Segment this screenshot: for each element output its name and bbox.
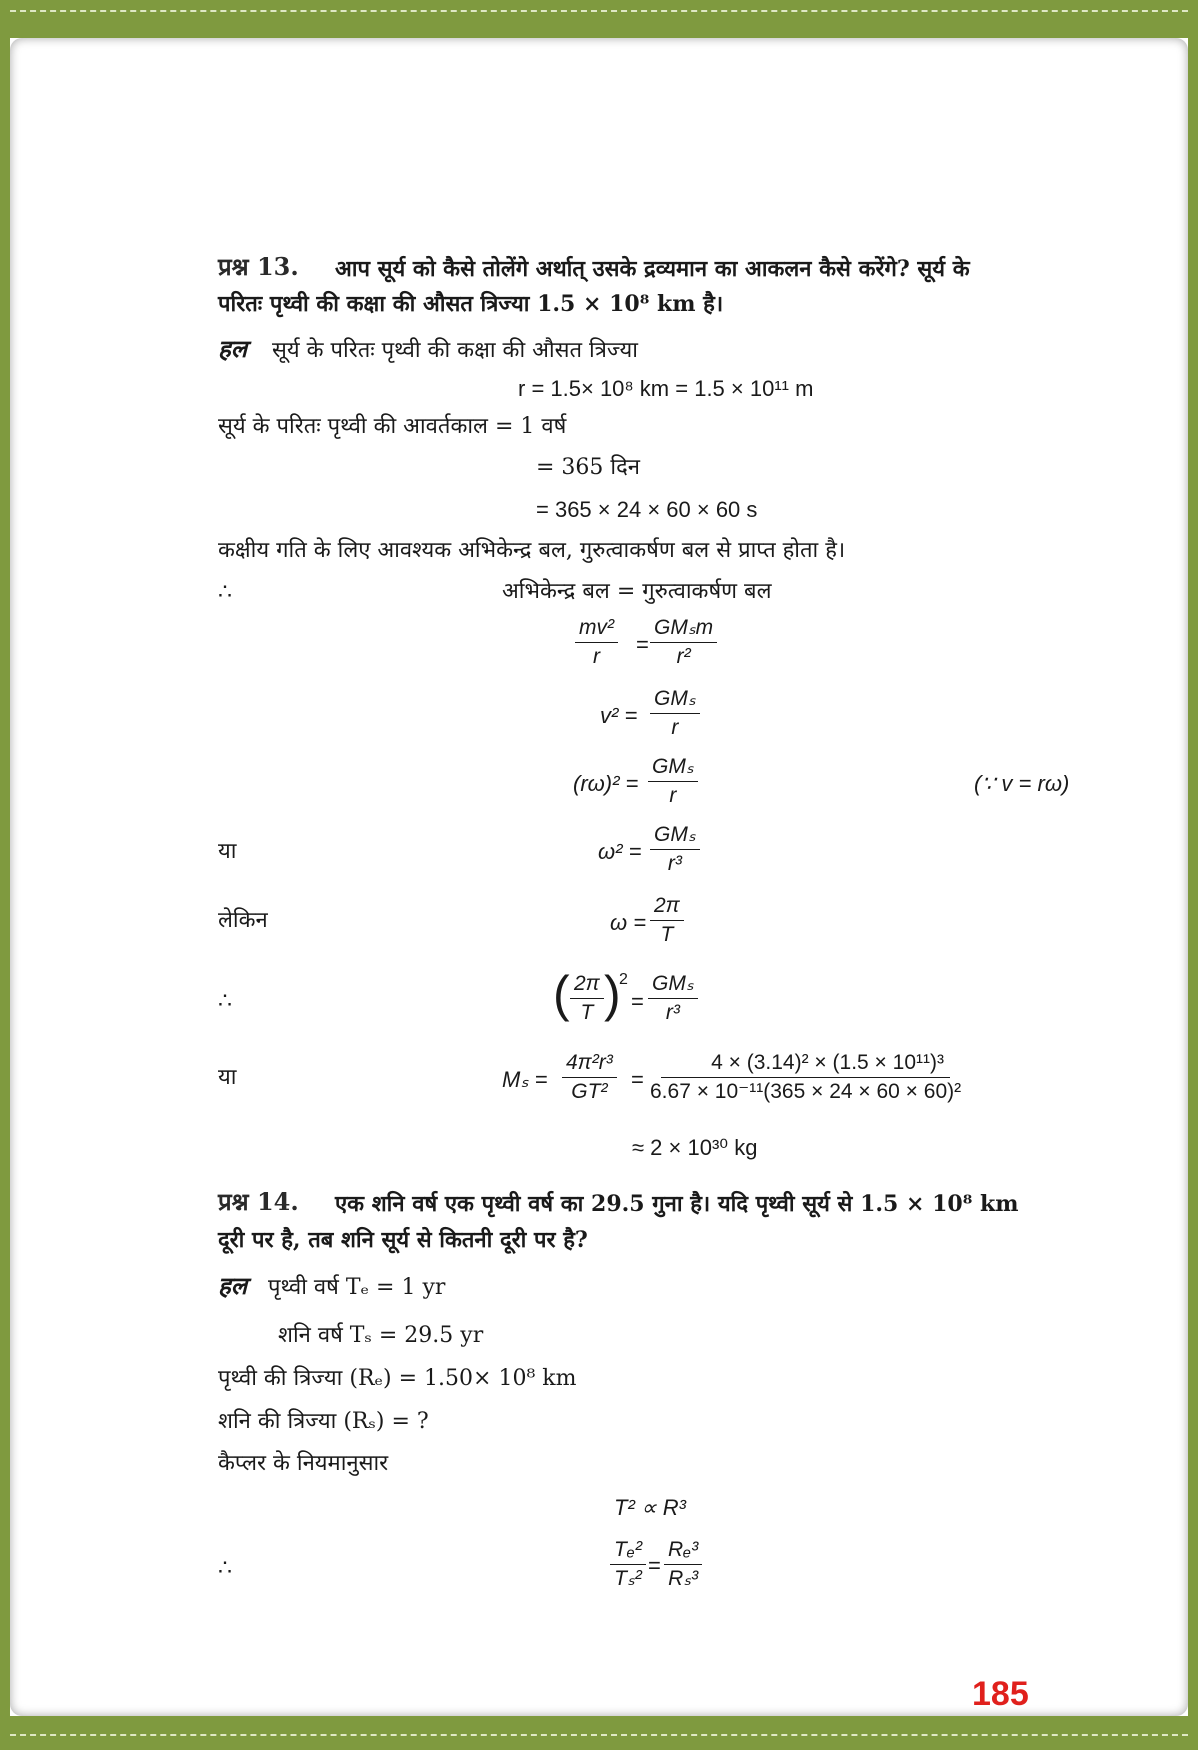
eq6-right-paren: ) [604,966,621,1022]
eq6-left-paren: ( [553,966,570,1022]
eq6-lhs-denominator: T [580,1001,594,1024]
ratio-equals: = [648,1553,661,1578]
therefore-symbol-3: ∴ [218,1555,232,1580]
page-number: 185 [972,1675,1029,1713]
eq1-rhs-numerator: GMₛm [650,614,717,643]
eq3-lhs: (rω)² = [573,771,639,796]
question-14-line-2: दूरी पर है, तब शनि सूर्य से कितनी दूरी पर है? [218,1227,588,1253]
eq7-symbolic-denominator: GT² [571,1080,608,1103]
left-border [0,0,10,1750]
right-border [1188,0,1198,1750]
period-seconds: = 365 × 24 × 60 × 60 s [536,497,758,522]
ratio-rhs-fraction [664,1536,702,1593]
question-13-line-2: परितः पृथ्वी की कक्षा की औसत त्रिज्या 1.5 × 10⁸ km है। [218,291,724,317]
kepler-proportionality: T² ∝ R³ [614,1495,686,1520]
ratio-lhs-fraction [610,1536,646,1593]
lekin-label: लेकिन [218,908,268,933]
eq7-lhs: Mₛ = [502,1067,548,1092]
eq5-fraction [650,892,684,949]
eq3-fraction [648,753,698,810]
eq5-denominator: T [660,923,674,946]
eq1-lhs-numerator: mv² [575,614,618,643]
therefore-symbol-2: ∴ [218,988,232,1013]
eq3-note: (∵ v = rω) [974,771,1070,796]
period-statement: सूर्य के परितः पृथ्वी की आवर्तकाल = 1 वर्ष [218,414,567,439]
solution-13-intro: सूर्य के परितः पृथ्वी की कक्षा की औसत त्रिज्या [272,338,638,363]
eq2-fraction [650,685,700,742]
ratio-rhs-denominator: Rₛ³ [668,1567,699,1590]
saturn-year: शनि वर्ष Tₛ = 29.5 yr [278,1323,484,1348]
eq3-denominator: r [669,784,677,807]
eq6-lhs-fraction [570,970,604,1027]
eq7-symbolic-fraction [562,1049,617,1106]
therefore-symbol: ∴ [218,579,232,604]
bottom-border [0,1716,1198,1750]
eq1-lhs-fraction [575,614,618,671]
eq2-denominator: r [671,716,679,739]
earth-year: पृथ्वी वर्ष Tₑ = 1 yr [268,1275,446,1300]
eq2-lhs: v² = [600,703,638,728]
solution-13-label: हल [218,334,248,363]
question-14-line-1: एक शनि वर्ष एक पृथ्वी वर्ष का 29.5 गुना है। यदि पृथ्वी सूर्य से 1.5 × 10⁸ km [335,1191,1019,1217]
saturn-radius: शनि की त्रिज्या (Rₛ) = ? [218,1409,429,1434]
eq6-rhs-numerator: GMₛ [648,970,698,999]
centripetal-statement: कक्षीय गति के लिए आवश्यक अभिकेन्द्र बल, गुरुत्वाकर्षण बल से प्राप्त होता है। [218,538,846,563]
ratio-rhs-numerator: Rₑ³ [664,1536,702,1565]
mass-result: ≈ 2 × 10³⁰ kg [632,1135,758,1160]
question-14-label: प्रश्न 14. [218,1187,299,1216]
force-equality: अभिकेन्द्र बल = गुरुत्वाकर्षण बल [502,579,772,604]
eq7-numeric-denominator: 6.67 × 10⁻¹¹(365 × 24 × 60 × 60)² [650,1080,962,1103]
eq1-equals: = [636,632,649,657]
eq7-equals: = [631,1067,644,1092]
eq6-equals: = [631,989,644,1014]
top-border [0,0,1198,38]
eq1-rhs-denominator: r² [676,645,691,668]
eq5-lhs: ω = [610,910,647,935]
ya-label-1: या [218,839,237,864]
solution-14-label: हल [218,1271,248,1300]
eq6-rhs-fraction [648,970,698,1027]
eq3-numerator: GMₛ [648,753,698,782]
question-13-line-1: आप सूर्य को कैसे तोलेंगे अर्थात् उसके द्रव्यमान का आकलन कैसे करेंगे? सूर्य के [335,256,970,282]
eq6-rhs-denominator: r³ [665,1001,680,1024]
eq4-lhs: ω² = [598,839,642,864]
orbit-radius-equation: r = 1.5× 10⁸ km = 1.5 × 10¹¹ m [518,376,814,401]
earth-radius: पृथ्वी की त्रिज्या (Rₑ) = 1.50× 10⁸ km [218,1366,577,1391]
eq6-power: 2 [619,971,628,988]
ratio-lhs-numerator: Tₑ² [610,1536,646,1565]
kepler-law-text: कैप्लर के नियमानुसार [218,1451,389,1476]
eq7-symbolic-numerator: 4π²r³ [562,1049,617,1078]
period-days: = 365 दिन [536,455,641,480]
ya-label-2: या [218,1065,237,1090]
ratio-lhs-denominator: Tₛ² [614,1567,642,1590]
eq1-rhs-fraction [650,614,717,671]
eq1-lhs-denominator: r [593,645,600,668]
eq4-fraction [650,821,700,878]
top-border-stitch [0,10,1198,12]
bottom-border-stitch [0,1734,1198,1736]
eq2-numerator: GMₛ [650,685,700,714]
question-13-label: प्रश्न 13. [218,252,299,281]
eq7-numeric-fraction [650,1049,961,1106]
eq5-numerator: 2π [650,892,684,921]
eq4-denominator: r³ [667,852,682,875]
eq4-numerator: GMₛ [650,821,700,850]
eq6-lhs-numerator: 2π [570,970,604,999]
eq7-numeric-numerator: 4 × (3.14)² × (1.5 × 10¹¹)³ [661,1049,950,1078]
